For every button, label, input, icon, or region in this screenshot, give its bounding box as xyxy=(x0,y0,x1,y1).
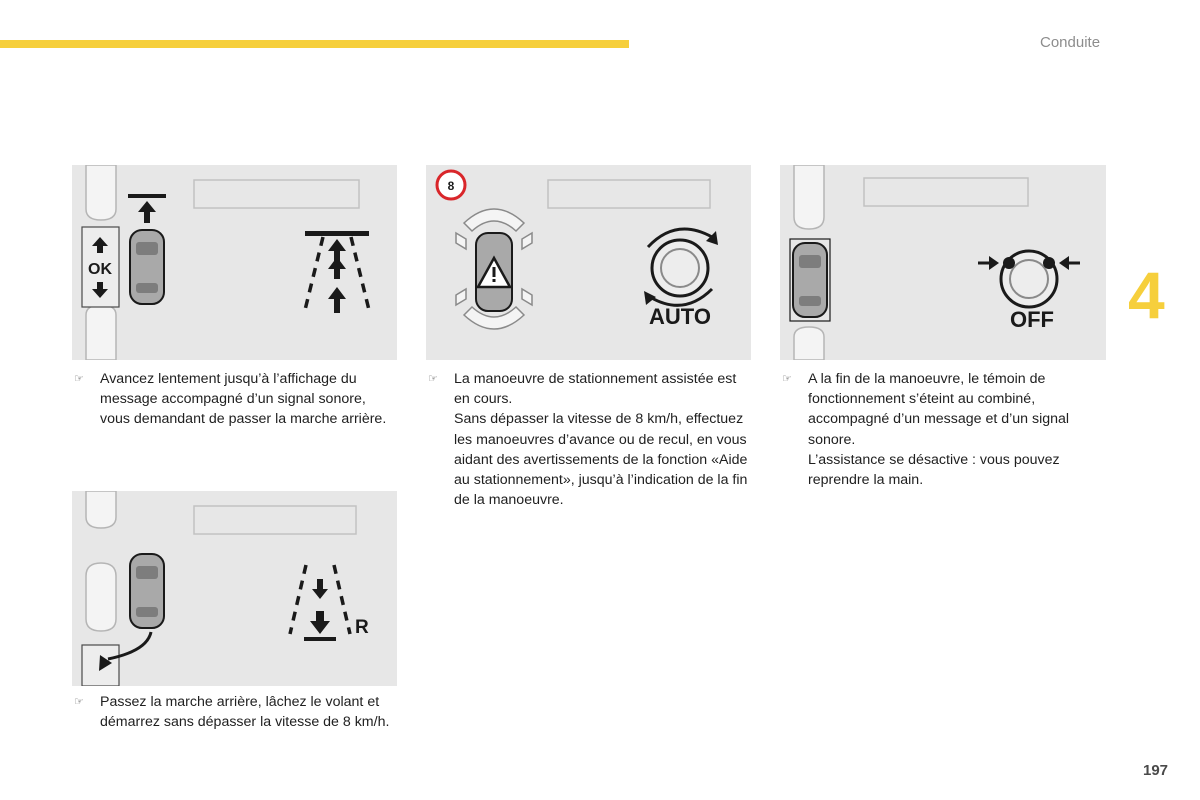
step-advance-text: ☞ Avancez lentement jusqu’à l’affichage du message accompagné d’un signal sonore, vous demandant de passer la marche arrière. xyxy=(74,371,387,428)
illustration-reverse xyxy=(72,491,397,686)
hand-bullet-icon: ☞ xyxy=(782,373,792,385)
page-number: 197 xyxy=(1143,762,1169,779)
off-label: OFF xyxy=(1010,307,1054,332)
auto-label: AUTO xyxy=(649,304,711,329)
illustration-advance xyxy=(72,165,397,360)
speed-limit-value: 8 xyxy=(447,179,455,193)
steering-wheel-rotate-icon xyxy=(644,229,718,305)
header-accent-bar xyxy=(0,40,629,48)
illustration-off xyxy=(780,165,1106,360)
step-off-text: ☞ A la fin de la manoeuvre, le témoin de fonctionnement s’éteint au combiné, accompagné d’un message et d’un signal sonore. L’assistance se désactive : vous pouvez reprendre la main. xyxy=(782,371,1070,489)
step-reverse-text: ☞ Passez la marche arrière, lâchez le volant et démarrez sans dépasser la vitesse de 8 km/h. xyxy=(74,694,390,731)
chapter-number: 4 xyxy=(1128,258,1165,332)
reverse-gear-label: R xyxy=(355,617,369,638)
hand-bullet-icon: ☞ xyxy=(428,373,438,385)
hand-bullet-icon: ☞ xyxy=(74,696,84,708)
step-auto-text: ☞ La manoeuvre de stationnement assistée est en cours. Sans dépasser la vitesse de 8 km/h, effectuez les manoeuvres d’avance ou de recul, en vous aidant des avertissements de la fonction «Aide au stationnement», jusqu’à l’indication de la fin de la manoeuvre. xyxy=(428,371,748,509)
section-title: Conduite xyxy=(1040,34,1101,51)
speed-limit-sign-icon xyxy=(437,171,465,199)
reverse-arrows-icon xyxy=(290,565,350,641)
ok-label: OK xyxy=(88,261,112,278)
steering-wheel-release-icon xyxy=(978,251,1080,307)
advance-arrows-icon xyxy=(305,231,369,313)
hand-bullet-icon: ☞ xyxy=(74,373,84,385)
illustration-auto xyxy=(426,165,751,360)
